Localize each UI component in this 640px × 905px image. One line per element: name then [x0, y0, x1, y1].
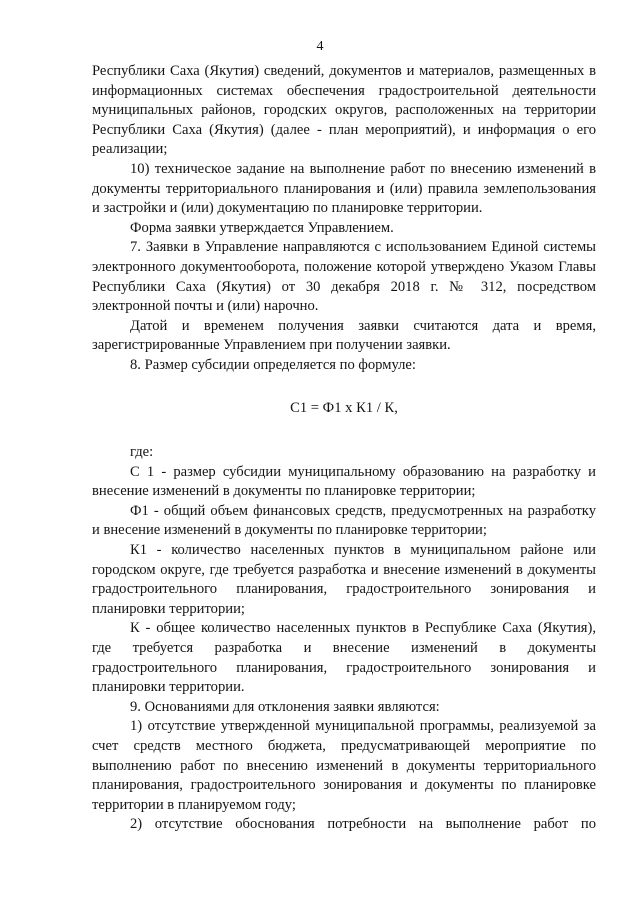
definition-k: К - общее количество населенных пунктов в Республике Саха (Якутия), где требуется разработка и внесение изменений в документы градостроительного планирования, градостроительного зонирования и планировки территории. — [92, 620, 596, 696]
definition-f1: Ф1 - общий объем финансовых средств, предусмотренных на разработку и внесение изменений в документы по планировке территории; — [92, 502, 596, 539]
page-number: 4 — [316, 39, 324, 54]
paragraph-clause-9-item-2: 2) отсутствие обоснования потребности на выполнение работ по — [130, 816, 596, 833]
paragraph-clause-8: 8. Размер субсидии определяется по формуле: — [130, 356, 416, 373]
document-body — [92, 62, 596, 835]
definition-k1: К1 - количество населенных пунктов в муниципальном районе или городском округе, где требуется разработка и внесение изменений в документы градостроительного планирования, градостроительного зонирования и планировки территории; — [92, 542, 596, 617]
paragraph-where: где: — [130, 444, 154, 461]
definition-c1: С 1 - размер субсидии муниципальному образованию на разработку и внесение изменений в документы по планировке территории; — [92, 463, 596, 500]
paragraph-clause-9-item-1: 1) отсутствие утвержденной муниципальной программы, реализуемой за счет средств местного бюджета, предусматривающей мероприятие по выполнению работ по внесению изменений в документы территориального планирования, градостроительного зонирования и документы по планировке территории в планируемом году; — [92, 718, 596, 813]
paragraph-receipt-date: Датой и временем получения заявки считаются дата и время, зарегистрированные Управлением при получении заявки. — [92, 317, 596, 354]
paragraph-continuation: Республики Саха (Якутия) сведений, документов и материалов, размещенных в информационных системах обеспечения градостроительной деятельности муниципальных районов, городских округов, расположенных на территории Республики Саха (Якутия) (далее - план мероприятий), и информация о его реализации; — [92, 63, 596, 158]
subsidy-formula: С1 = Ф1 х К1 / К, — [290, 399, 398, 416]
paragraph-clause-9: 9. Основаниями для отклонения заявки являются: — [130, 698, 440, 715]
paragraph-clause-7: 7. Заявки в Управление направляются с использованием Единой системы электронного документооборота, положение которой утверждено Указом Главы Республики Саха (Якутия) от 30 декабря 2018 г. № 312, посредством электронной почты и (или) нарочно. — [92, 239, 596, 315]
paragraph-item-10: 10) техническое задание на выполнение работ по внесению изменений в документы территориального планирования и (или) правила землепользования и застройки и (или) документацию по планировке территории. — [92, 160, 596, 217]
paragraph-form-approval: Форма заявки утверждается Управлением. — [130, 219, 394, 236]
